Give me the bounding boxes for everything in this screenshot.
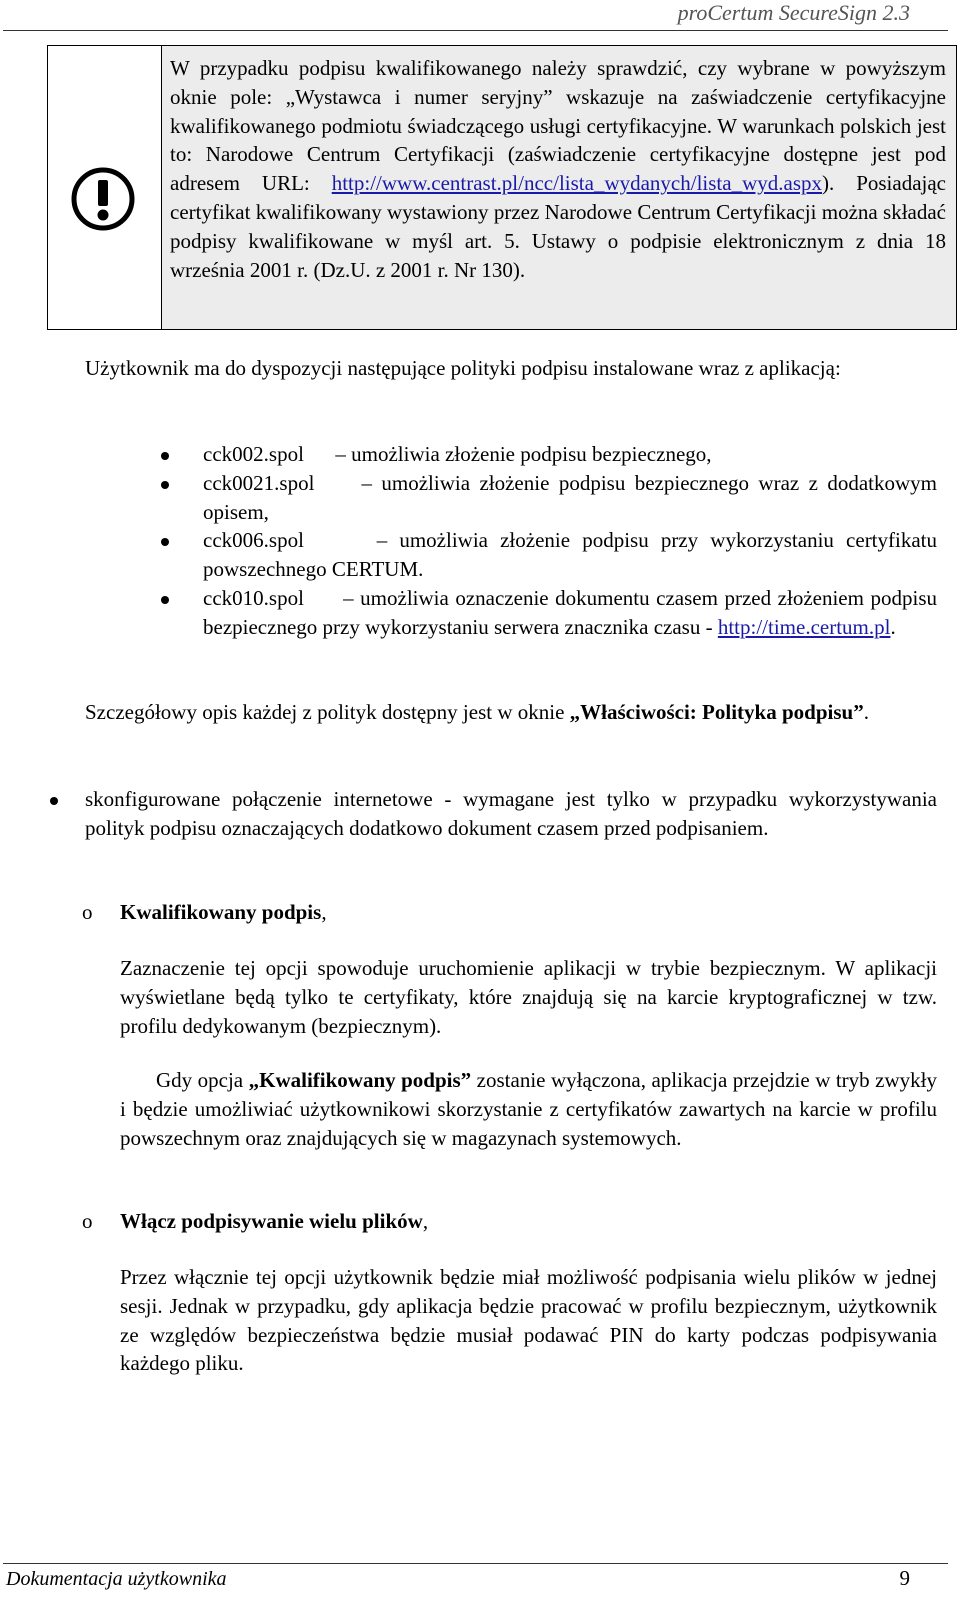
policy-description-paragraph [85,698,937,727]
option-title-qualified [120,898,327,927]
bullet-icon [161,481,169,489]
bullet-icon [50,797,58,805]
option1-p2-bold: „Kwalifikowany podpis” [248,1068,472,1092]
exclamation-circle-icon [70,166,136,232]
policy-desc: – umożliwia złożenie podpisu przy wykorzystaniu certyfikatu powszechnego CERTUM. [203,528,938,582]
option-title-suffix: , [321,900,327,924]
option-title-suffix: , [422,1209,429,1233]
warning-note [47,45,957,330]
policy-desc: – umożliwia złożenie podpisu bezpiecznego, [335,442,712,466]
header-title: proCertum SecureSign 2.3 [677,0,910,25]
bullet-icon [161,596,169,604]
list-item [165,440,937,469]
ncc-list-link[interactable]: http://www.centrast.pl/ncc/lista_wydanych/lista_wyd.aspx [331,171,822,196]
policy-name: cck002.spol [203,442,304,466]
list-item [165,584,937,642]
policy-name: cck0021.spol [203,470,315,495]
page-number: 9 [899,1566,910,1590]
policy-name: cck006.spol [203,528,304,553]
internet-requirement-text: skonfigurowane połączenie internetowe - wymagane jest tylko w przypadku wykorzystywania polityk podpisu oznaczających dodatkowo dokument czasem przed podpisaniem. [85,787,937,840]
option-marker: o [82,900,93,924]
time-certum-link[interactable]: http://time.certum.pl [717,614,891,639]
option1-paragraph: Zaznaczenie tej opcji spowoduje uruchomienie aplikacji w trybie bezpiecznym. W aplikacji wyświetlane będą tylko te certyfikaty, które znajdują się na karcie kryptograficznej w tzw. profilu dedykowanym (bezpiecznym). [120,956,937,1038]
bullet-icon [161,452,169,460]
note-text-before: W przypadku podpisu kwalifikowanego należy sprawdzić, czy wybrane w powyższym oknie pole: „Wystawca i numer seryjny” wskazuje na zaświadczenie certyfikacyjne kwalifikowanego podmiotu świadczącego usługi certyfikacyjne. W warunkach polskich jest to: Narodowe Centrum Certyfikacji (zaświadczenie certyfikacyjne dostępne jest pod adresem URL: [170,56,946,196]
policy-desc-end: . [890,614,896,639]
option2-paragraph: Przez włącznie tej opcji użytkownik będzie miał możliwość podpisania wielu plików w jednej sesji. Jednak w przypadku, gdy aplikacja będzie pracować w profilu bezpiecznym, użytkownik ze względów bezpieczeństwa będzie musiał podawać PIN do karty podczas podpisywania każdego pliku. [120,1265,937,1376]
intro-paragraph: Użytkownik ma do dyspozycji następujące polityki podpisu instalowane wraz z aplikacją: [85,356,841,380]
option1-paragraph-2 [120,1066,937,1152]
page-header [0,0,960,32]
footer-title: Dokumentacja użytkownika [6,1568,227,1590]
list-item [165,469,937,527]
option1-p2-before: Gdy opcja [156,1068,249,1092]
option-marker: o [82,1209,93,1233]
note-text [162,46,956,329]
opis-after: . [863,700,869,724]
option1-p2-after: zostanie wyłączona, aplikacja przejdzie w tryb zwykły i będzie umożliwiać użytkownikowi skorzystanie z certyfikatów zawartych na karcie w profilu powszechnym oraz znajdujących się w magazynach systemowych. [120,1068,937,1150]
option-title-multi-file [120,1207,428,1236]
footer-rule [3,1563,948,1564]
policy-desc: – umożliwia złożenie podpisu bezpiecznego wraz z dodatkowym opisem, [203,470,938,524]
policy-name: cck010.spol [203,585,304,610]
header-rule [3,30,948,31]
bullet-icon [161,538,169,546]
note-text-after: ). Posiadając certyfikat kwalifikowany wystawiony przez Narodowe Centrum Certyfikacji można składać podpisy kwalifikowane w myśl art. 5. Ustawy o podpisie elektronicznym z dnia 18 września 2001 r. (Dz.U. z 2001 r. Nr 130). [170,171,946,282]
opis-before: Szczegółowy opis każdej z polityk dostępny jest w oknie [85,700,570,724]
policy-desc: – umożliwia oznaczenie dokumentu czasem przed złożeniem podpisu bezpiecznego przy wykorzystaniu serwera znacznika czasu - [203,585,937,639]
option-title-bold: Włącz podpisywanie wielu plików [120,1209,423,1233]
note-icon-cell [48,46,162,329]
policy-list [165,440,937,642]
opis-bold: „Właściwości: Polityka podpisu” [569,700,864,724]
internet-requirement-item [85,785,937,843]
option-title-bold: Kwalifikowany podpis [120,900,322,924]
list-item [165,526,937,584]
